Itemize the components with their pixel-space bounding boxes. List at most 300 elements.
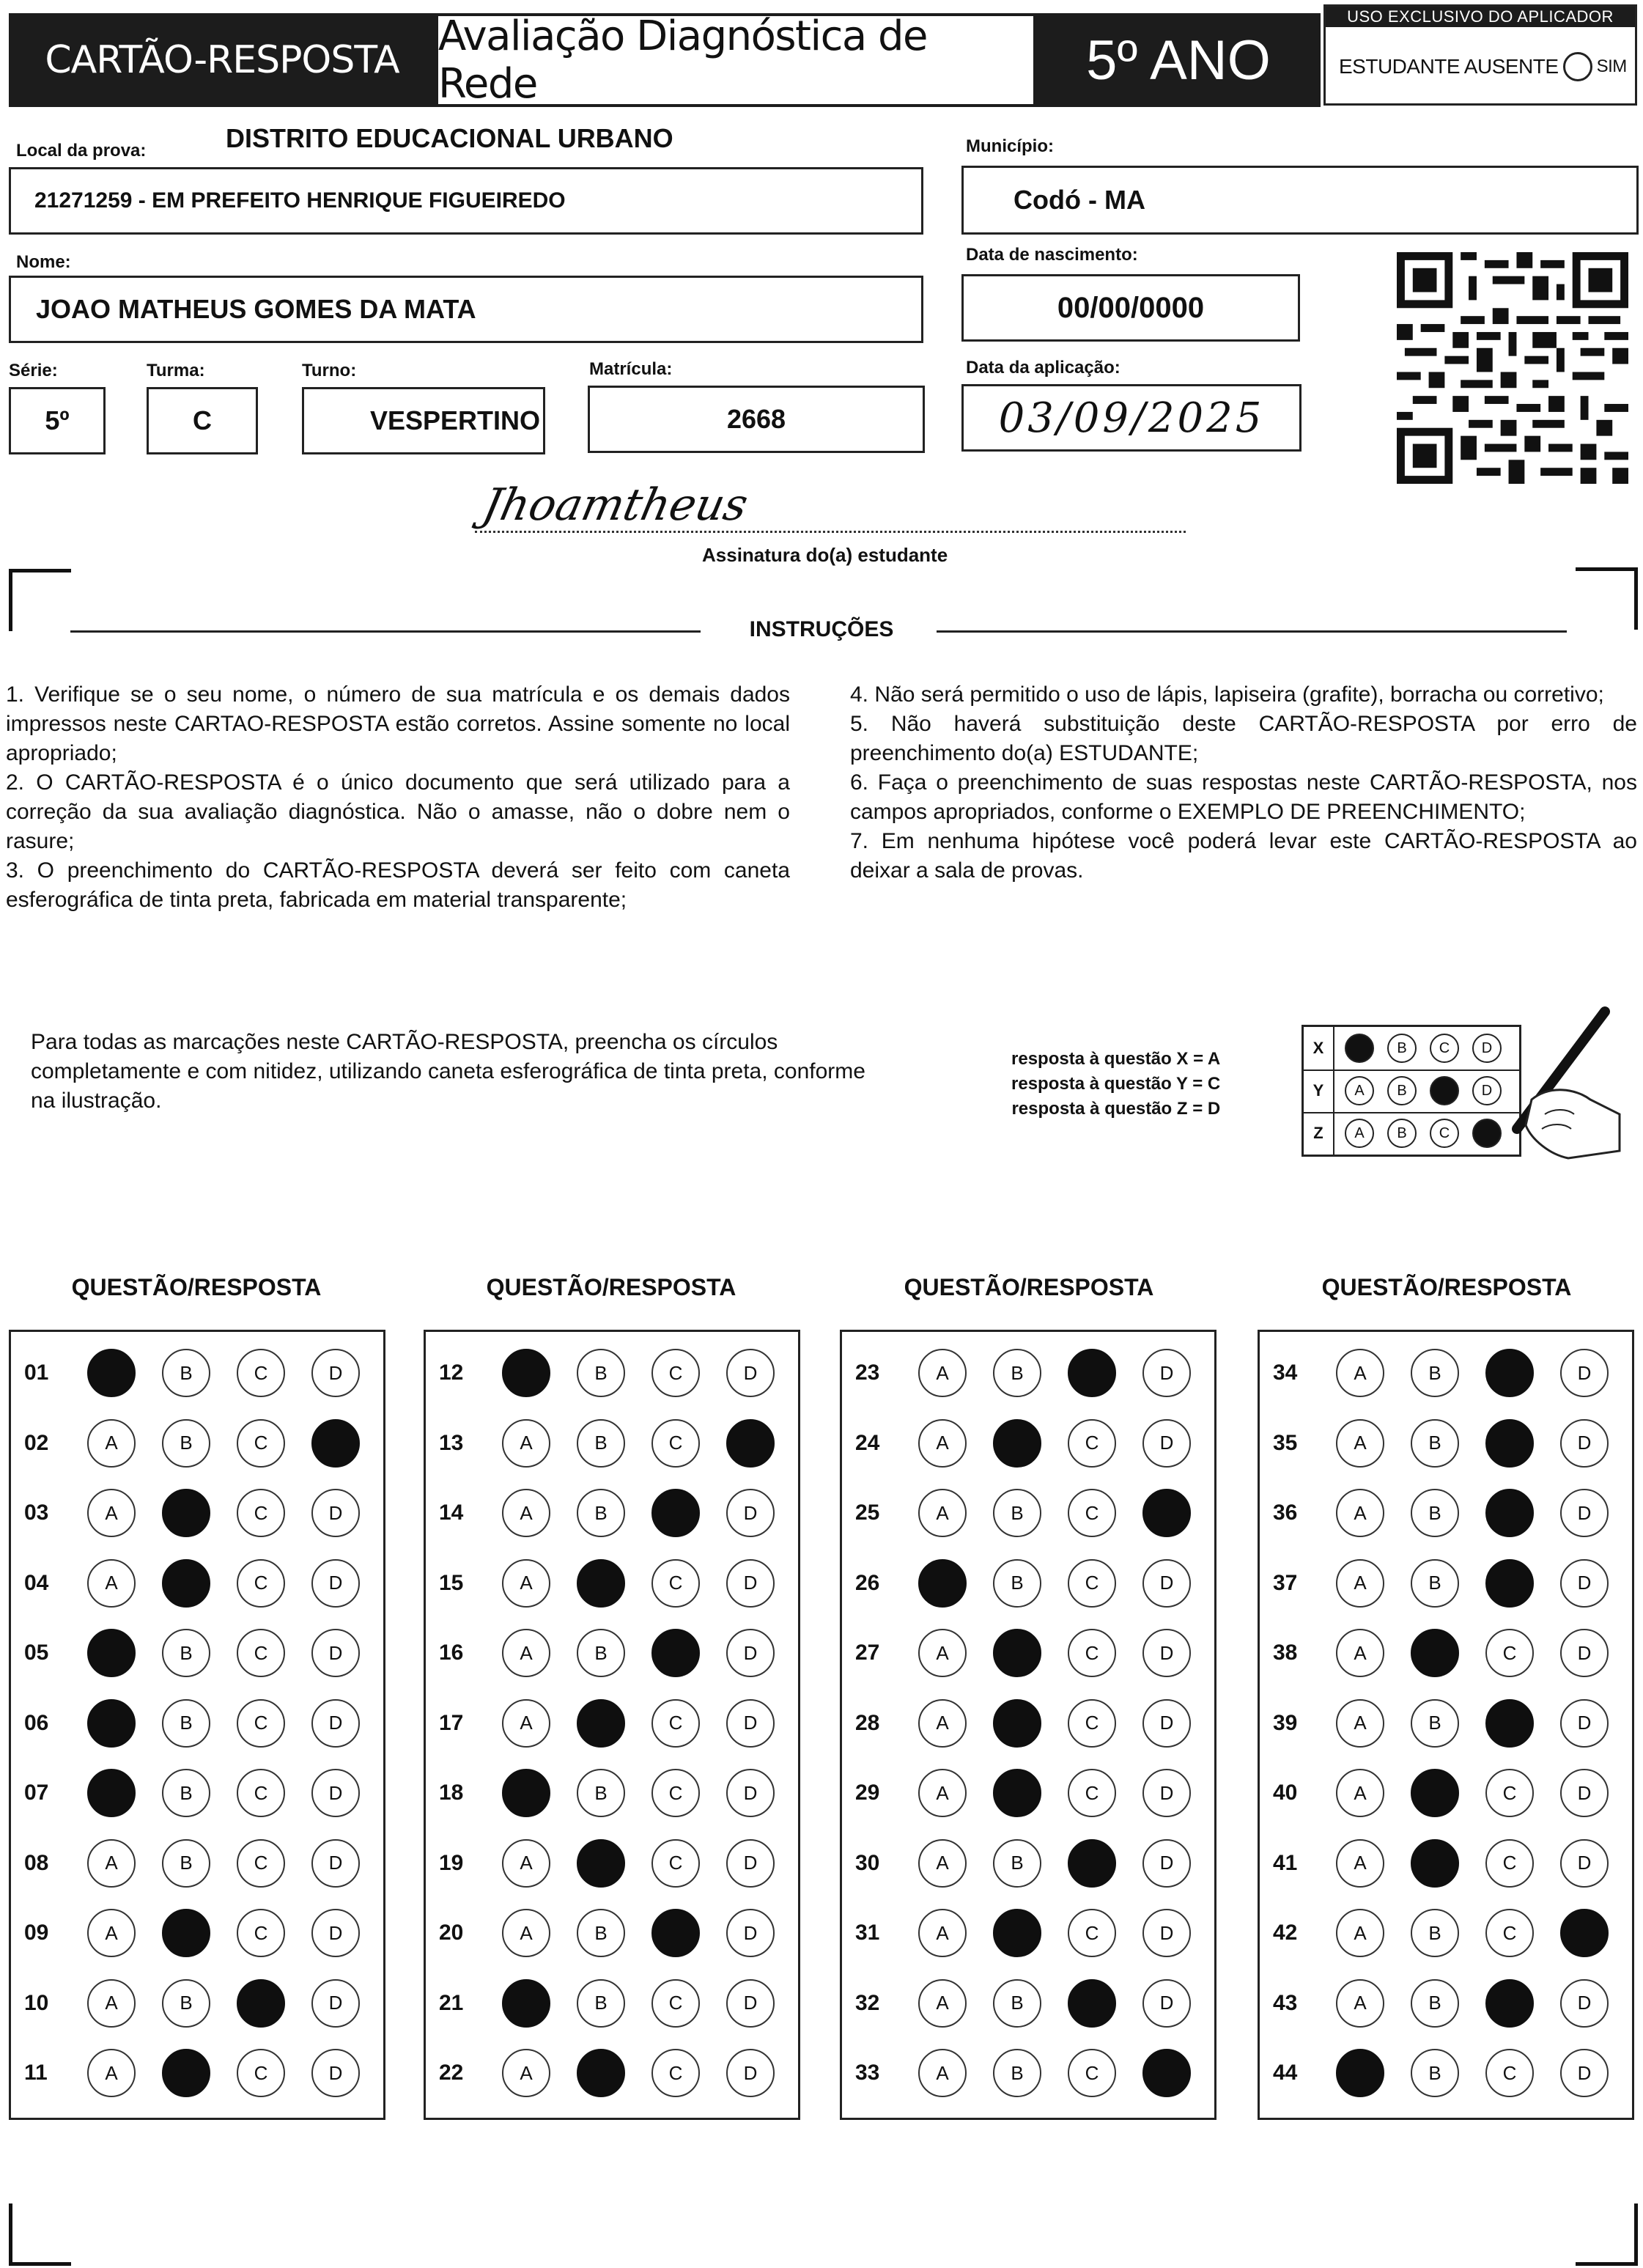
example-bubble-c: C xyxy=(1430,1034,1459,1063)
answer-row xyxy=(426,2044,798,2102)
question-number: 05 xyxy=(24,1641,49,1665)
answer-bubble-d[interactable]: D xyxy=(726,1979,775,2028)
answer-row xyxy=(842,1624,1214,1682)
answer-bubble-d[interactable] xyxy=(1560,1909,1609,1957)
answer-row xyxy=(1260,1414,1632,1473)
question-number: 21 xyxy=(439,1990,464,2015)
example-bubble-d: D xyxy=(1472,1034,1502,1063)
answer-row xyxy=(842,2044,1214,2102)
answer-bubble-a[interactable]: A xyxy=(87,2049,136,2097)
instruction-2: 2. O CARTÃO-RESPOSTA é o único documento que será utilizado para a correção da sua avaliação diagnóstica. Não o amasse, não o dobre nem o rasure; xyxy=(6,770,790,853)
question-number: 38 xyxy=(1273,1641,1298,1665)
answer-row xyxy=(1260,1904,1632,1962)
example-bubble-a: A xyxy=(1345,1119,1374,1148)
answer-bubble-a[interactable] xyxy=(1336,2049,1384,2097)
municipality-field: Codó - MA xyxy=(961,166,1639,235)
answer-bubble-b[interactable]: B xyxy=(1411,1419,1459,1468)
question-number: 19 xyxy=(439,1850,464,1875)
application-date-label: Data da aplicação: xyxy=(966,358,1120,378)
answer-bubble-a[interactable] xyxy=(502,1349,550,1397)
answer-bubble-b[interactable]: B xyxy=(1411,1349,1459,1397)
answer-row xyxy=(842,1834,1214,1893)
answer-bubble-d[interactable]: D xyxy=(311,1769,360,1817)
birth-date-field: 00/00/0000 xyxy=(961,274,1300,342)
answer-bubble-d[interactable]: D xyxy=(1560,1629,1609,1677)
answer-row xyxy=(426,1344,798,1402)
answer-panel-3 xyxy=(840,1330,1216,2120)
answer-bubble-c[interactable]: C xyxy=(1485,1629,1534,1677)
answer-bubble-d[interactable]: D xyxy=(1142,1349,1191,1397)
answer-bubble-d[interactable]: D xyxy=(1560,2049,1609,2097)
question-number: 13 xyxy=(439,1430,464,1455)
series-field: 5º xyxy=(9,387,106,454)
answer-bubble-a[interactable] xyxy=(87,1699,136,1748)
answer-row xyxy=(842,1764,1214,1822)
answer-row xyxy=(842,1904,1214,1962)
answer-bubble-c[interactable]: C xyxy=(651,1559,700,1608)
answer-bubble-c[interactable]: C xyxy=(237,1699,285,1748)
class-label: Turma: xyxy=(147,361,205,380)
answer-bubble-b[interactable]: B xyxy=(993,2049,1041,2097)
answer-bubble-d[interactable] xyxy=(726,1419,775,1468)
answer-bubble-a[interactable]: A xyxy=(918,1349,967,1397)
answer-bubble-b[interactable] xyxy=(577,2049,625,2097)
answer-bubble-b[interactable] xyxy=(162,2049,210,2097)
answer-bubble-c[interactable]: C xyxy=(651,1699,700,1748)
example-bubble-b: B xyxy=(1387,1076,1417,1105)
answer-bubble-b[interactable] xyxy=(993,1909,1041,1957)
answer-bubble-c[interactable]: C xyxy=(1068,1909,1116,1957)
answer-bubble-c[interactable]: C xyxy=(237,1629,285,1677)
name-label: Nome: xyxy=(16,252,71,272)
student-absent-label: ESTUDANTE AUSENTE xyxy=(1339,55,1559,78)
answer-row xyxy=(1260,1694,1632,1753)
answer-bubble-b[interactable] xyxy=(162,1559,210,1608)
answer-bubble-d[interactable]: D xyxy=(311,1489,360,1537)
question-number: 18 xyxy=(439,1781,464,1805)
answer-bubble-d[interactable]: D xyxy=(1142,1419,1191,1468)
answer-bubble-d[interactable] xyxy=(311,1419,360,1468)
answer-row xyxy=(11,1554,383,1613)
answer-bubble-c[interactable]: C xyxy=(237,1909,285,1957)
answer-bubble-c[interactable]: C xyxy=(237,2049,285,2097)
answer-bubble-c[interactable] xyxy=(1485,1489,1534,1537)
answer-bubble-c[interactable] xyxy=(1485,1699,1534,1748)
district-name: DISTRITO EDUCACIONAL URBANO xyxy=(226,123,673,153)
answer-bubble-b[interactable]: B xyxy=(993,1839,1041,1888)
answer-bubble-a[interactable]: A xyxy=(502,1419,550,1468)
answer-row xyxy=(1260,1554,1632,1613)
answer-bubble-d[interactable] xyxy=(1142,1489,1191,1537)
answer-bubble-a[interactable]: A xyxy=(1336,1699,1384,1748)
answer-row xyxy=(1260,2044,1632,2102)
question-number: 41 xyxy=(1273,1850,1298,1875)
answer-bubble-c[interactable] xyxy=(1485,1979,1534,2028)
example-bubble-a xyxy=(1345,1034,1374,1063)
answer-bubble-b[interactable] xyxy=(1411,1839,1459,1888)
applicator-box-title: USO EXCLUSIVO DO APLICADOR xyxy=(1326,7,1635,27)
example-bubble-a: A xyxy=(1345,1076,1374,1105)
answer-panel-2 xyxy=(424,1330,800,2120)
answer-bubble-a[interactable]: A xyxy=(1336,1839,1384,1888)
question-number: 06 xyxy=(24,1710,49,1735)
answer-row xyxy=(426,1624,798,1682)
answer-row xyxy=(11,1344,383,1402)
question-number: 15 xyxy=(439,1570,464,1595)
column-title-1: QUESTÃO/RESPOSTA xyxy=(71,1274,322,1300)
question-number: 33 xyxy=(855,2061,880,2085)
answer-bubble-b[interactable]: B xyxy=(162,1979,210,2028)
answer-bubble-a[interactable] xyxy=(87,1769,136,1817)
answer-bubble-a[interactable]: A xyxy=(918,1769,967,1817)
answer-bubble-b[interactable]: B xyxy=(1411,1909,1459,1957)
answer-bubble-a[interactable]: A xyxy=(1336,1349,1384,1397)
question-number: 10 xyxy=(24,1990,49,2015)
answer-bubble-a[interactable] xyxy=(502,1979,550,2028)
answer-bubble-b[interactable]: B xyxy=(577,1909,625,1957)
answer-bubble-b[interactable]: B xyxy=(1411,1699,1459,1748)
example-bubble-b: B xyxy=(1387,1034,1417,1063)
answer-panel-1 xyxy=(9,1330,385,2120)
question-number: 28 xyxy=(855,1710,880,1735)
answer-bubble-d[interactable]: D xyxy=(726,1349,775,1397)
answer-row xyxy=(1260,1974,1632,2033)
answer-bubble-d[interactable]: D xyxy=(1560,1559,1609,1608)
answer-bubble-b[interactable]: B xyxy=(1411,2049,1459,2097)
hand-with-pen-icon xyxy=(1480,1004,1627,1173)
question-number: 42 xyxy=(1273,1921,1298,1945)
answer-bubble-c[interactable]: C xyxy=(651,2049,700,2097)
answer-bubble-d[interactable]: D xyxy=(1142,1699,1191,1748)
answer-bubble-d[interactable]: D xyxy=(311,1979,360,2028)
answer-bubble-d[interactable]: D xyxy=(1560,1489,1609,1537)
instruction-7: 7. Em nenhuma hipótese você poderá levar este CARTÃO-RESPOSTA ao deixar a sala de provas. xyxy=(850,829,1637,883)
local-label: Local da prova: xyxy=(16,141,147,161)
answer-bubble-b[interactable] xyxy=(577,1699,625,1748)
student-absent-bubble[interactable] xyxy=(1563,52,1592,81)
answer-bubble-d[interactable]: D xyxy=(726,1909,775,1957)
answer-bubble-b[interactable]: B xyxy=(993,1349,1041,1397)
instruction-4: 4. Não será permitido o uso de lápis, lapiseira (grafite), borracha ou corretivo; xyxy=(850,682,1604,707)
answer-bubble-d[interactable]: D xyxy=(1142,1909,1191,1957)
answer-bubble-b[interactable] xyxy=(993,1419,1041,1468)
answer-bubble-a[interactable] xyxy=(87,1629,136,1677)
answer-bubble-b[interactable] xyxy=(993,1699,1041,1748)
column-title-2: QUESTÃO/RESPOSTA xyxy=(486,1274,736,1300)
answer-bubble-c[interactable]: C xyxy=(1068,1769,1116,1817)
answer-bubble-c[interactable]: C xyxy=(1485,1769,1534,1817)
answer-bubble-b[interactable]: B xyxy=(1411,1979,1459,2028)
answer-bubble-c[interactable]: C xyxy=(1485,2049,1534,2097)
example-question-label: Z xyxy=(1304,1112,1334,1155)
answer-bubble-b[interactable]: B xyxy=(993,1559,1041,1608)
answer-bubble-c[interactable] xyxy=(651,1489,700,1537)
corner-mark-bottom-right xyxy=(1576,2203,1638,2266)
answer-bubble-c[interactable] xyxy=(1485,1419,1534,1468)
class-field: C xyxy=(147,387,258,454)
answer-bubble-a[interactable]: A xyxy=(502,1559,550,1608)
answer-bubble-a[interactable]: A xyxy=(87,1489,136,1537)
answer-panel-4 xyxy=(1258,1330,1634,2120)
answer-bubble-a[interactable]: A xyxy=(502,1699,550,1748)
answer-bubble-c[interactable] xyxy=(1068,1979,1116,2028)
answer-bubble-b[interactable]: B xyxy=(162,1839,210,1888)
answer-bubble-c[interactable]: C xyxy=(1068,2049,1116,2097)
answer-bubble-a[interactable]: A xyxy=(87,1419,136,1468)
answer-bubble-d[interactable]: D xyxy=(726,1699,775,1748)
example-bubble-c xyxy=(1430,1076,1459,1105)
answer-bubble-d[interactable]: D xyxy=(311,1559,360,1608)
enrollment-field: 2668 xyxy=(588,386,925,453)
question-number: 12 xyxy=(439,1361,464,1385)
answer-bubble-a[interactable]: A xyxy=(918,1699,967,1748)
answer-row xyxy=(1260,1344,1632,1402)
answer-bubble-d[interactable]: D xyxy=(1560,1839,1609,1888)
answer-row xyxy=(11,1414,383,1473)
question-number: 34 xyxy=(1273,1361,1298,1385)
signature-label: Assinatura do(a) estudante xyxy=(702,544,948,566)
answer-row xyxy=(842,1484,1214,1542)
answer-bubble-a[interactable]: A xyxy=(87,1839,136,1888)
answer-bubble-c[interactable]: C xyxy=(1068,1629,1116,1677)
answer-bubble-c[interactable]: C xyxy=(651,1979,700,2028)
answer-bubble-b[interactable]: B xyxy=(993,1489,1041,1537)
answer-bubble-d[interactable]: D xyxy=(1142,1769,1191,1817)
answer-bubble-b[interactable]: B xyxy=(577,1349,625,1397)
answer-bubble-d[interactable]: D xyxy=(1560,1349,1609,1397)
column-title-3: QUESTÃO/RESPOSTA xyxy=(904,1274,1154,1300)
answer-row xyxy=(842,1974,1214,2033)
answer-bubble-a[interactable]: A xyxy=(918,2049,967,2097)
answer-bubble-c[interactable] xyxy=(1068,1839,1116,1888)
shift-field: VESPERTINO xyxy=(302,387,545,454)
question-number: 07 xyxy=(24,1781,49,1805)
answer-bubble-d[interactable]: D xyxy=(1560,1979,1609,2028)
answer-bubble-d[interactable]: D xyxy=(1142,1559,1191,1608)
answer-bubble-a[interactable] xyxy=(87,1349,136,1397)
answer-bubble-d[interactable]: D xyxy=(726,2049,775,2097)
answer-row xyxy=(842,1694,1214,1753)
answer-bubble-d[interactable]: D xyxy=(726,1629,775,1677)
question-number: 30 xyxy=(855,1850,880,1875)
instruction-1: 1. Verifique se o seu nome, o número de sua matrícula e os demais dados impressos neste CARTAO-RESPOSTA estão corretos. Assine somente no local apropriado; xyxy=(6,682,790,765)
answer-row xyxy=(1260,1764,1632,1822)
answer-bubble-c[interactable]: C xyxy=(237,1349,285,1397)
answer-row xyxy=(426,1484,798,1542)
answer-bubble-d[interactable]: D xyxy=(311,1349,360,1397)
series-label: Série: xyxy=(9,361,58,380)
application-date-field: 03/09/2025 xyxy=(961,384,1302,452)
shift-label: Turno: xyxy=(302,361,357,380)
answer-bubble-c[interactable]: C xyxy=(1068,1559,1116,1608)
fill-instructions: Para todas as marcações neste CARTÃO-RESPOSTA, preencha os círculos completamente e com nitidez, utilizando caneta esferográfica de tinta preta, conforme na ilustração. xyxy=(31,1030,865,1113)
answer-bubble-d[interactable]: D xyxy=(311,1629,360,1677)
question-number: 37 xyxy=(1273,1570,1298,1595)
answer-row xyxy=(1260,1834,1632,1893)
answer-bubble-b[interactable] xyxy=(162,1489,210,1537)
question-number: 26 xyxy=(855,1570,880,1595)
answer-bubble-c[interactable]: C xyxy=(1485,1839,1534,1888)
answer-bubble-d[interactable]: D xyxy=(1560,1699,1609,1748)
instructions-left-column xyxy=(6,680,790,915)
grade-label: 5º ANO xyxy=(1036,13,1321,107)
answer-bubble-c[interactable] xyxy=(1485,1559,1534,1608)
answer-bubble-b[interactable] xyxy=(577,1839,625,1888)
answer-bubble-c[interactable]: C xyxy=(237,1489,285,1537)
question-number: 22 xyxy=(439,2061,464,2085)
answer-bubble-c[interactable] xyxy=(1068,1349,1116,1397)
example-label-z: resposta à questão Z = D xyxy=(1011,1099,1221,1119)
example-label-x: resposta à questão X = A xyxy=(1011,1049,1221,1069)
card-title: CARTÃO-RESPOSTA xyxy=(9,13,435,107)
student-name-field: JOAO MATHEUS GOMES DA MATA xyxy=(9,276,923,343)
answer-bubble-a[interactable]: A xyxy=(502,1489,550,1537)
instructions-divider-right xyxy=(937,630,1567,633)
answer-bubble-c[interactable] xyxy=(651,1629,700,1677)
answer-bubble-a[interactable]: A xyxy=(1336,1909,1384,1957)
answer-bubble-b[interactable]: B xyxy=(993,1979,1041,2028)
answer-bubble-d[interactable]: D xyxy=(311,1699,360,1748)
question-number: 20 xyxy=(439,1921,464,1945)
answer-bubble-c[interactable] xyxy=(1485,1349,1534,1397)
answer-bubble-a[interactable]: A xyxy=(1336,1559,1384,1608)
answer-bubble-b[interactable] xyxy=(1411,1769,1459,1817)
question-number: 39 xyxy=(1273,1710,1298,1735)
answer-bubble-b[interactable] xyxy=(1411,1629,1459,1677)
question-number: 03 xyxy=(24,1501,49,1525)
answer-bubble-a[interactable] xyxy=(502,1769,550,1817)
answer-bubble-a[interactable]: A xyxy=(918,1419,967,1468)
answer-bubble-b[interactable] xyxy=(993,1769,1041,1817)
answer-bubble-c[interactable]: C xyxy=(1068,1699,1116,1748)
answer-bubble-a[interactable]: A xyxy=(918,1489,967,1537)
answer-bubble-a[interactable]: A xyxy=(1336,1979,1384,2028)
question-number: 44 xyxy=(1273,2061,1298,2085)
example-bubble-b: B xyxy=(1387,1119,1417,1148)
instructions-right-column xyxy=(850,680,1637,886)
answer-bubble-a[interactable]: A xyxy=(87,1559,136,1608)
signature-line xyxy=(475,531,1186,533)
answer-bubble-b[interactable]: B xyxy=(577,1489,625,1537)
answer-row xyxy=(842,1414,1214,1473)
answer-bubble-b[interactable] xyxy=(577,1559,625,1608)
answer-bubble-a[interactable]: A xyxy=(918,1629,967,1677)
answer-bubble-a[interactable]: A xyxy=(87,1979,136,2028)
question-number: 09 xyxy=(24,1921,49,1945)
answer-bubble-c[interactable] xyxy=(237,1979,285,2028)
answer-bubble-d[interactable]: D xyxy=(1142,1979,1191,2028)
question-number: 27 xyxy=(855,1641,880,1665)
answer-bubble-a[interactable]: A xyxy=(1336,1489,1384,1537)
answer-bubble-a[interactable] xyxy=(918,1559,967,1608)
answer-bubble-b[interactable]: B xyxy=(577,1979,625,2028)
answer-row xyxy=(842,1554,1214,1613)
answer-bubble-b[interactable] xyxy=(162,1909,210,1957)
answer-bubble-b[interactable]: B xyxy=(1411,1559,1459,1608)
answer-bubble-b[interactable] xyxy=(993,1629,1041,1677)
answer-bubble-b[interactable]: B xyxy=(162,1419,210,1468)
answer-bubble-d[interactable]: D xyxy=(1560,1419,1609,1468)
answer-bubble-a[interactable]: A xyxy=(87,1909,136,1957)
answer-row xyxy=(11,1624,383,1682)
answer-row xyxy=(11,1764,383,1822)
answer-bubble-c[interactable]: C xyxy=(237,1839,285,1888)
answer-row xyxy=(842,1344,1214,1402)
student-absent-yes-label: SIM xyxy=(1596,56,1627,76)
answer-bubble-a[interactable]: A xyxy=(502,1909,550,1957)
question-number: 14 xyxy=(439,1501,464,1525)
answer-bubble-b[interactable]: B xyxy=(577,1769,625,1817)
answer-row xyxy=(11,1974,383,2033)
question-number: 32 xyxy=(855,1990,880,2015)
answer-bubble-c[interactable]: C xyxy=(237,1769,285,1817)
answer-bubble-b[interactable]: B xyxy=(162,1629,210,1677)
answer-bubble-c[interactable]: C xyxy=(651,1839,700,1888)
answer-bubble-a[interactable]: A xyxy=(918,1979,967,2028)
answer-bubble-a[interactable]: A xyxy=(502,1839,550,1888)
answer-bubble-d[interactable] xyxy=(1142,2049,1191,2097)
answer-bubble-a[interactable]: A xyxy=(918,1839,967,1888)
answer-bubble-d[interactable]: D xyxy=(311,1909,360,1957)
answer-bubble-a[interactable]: A xyxy=(1336,1769,1384,1817)
school-field: 21271259 - EM PREFEITO HENRIQUE FIGUEIREDO xyxy=(9,167,923,235)
answer-bubble-a[interactable]: A xyxy=(1336,1629,1384,1677)
answer-bubble-a[interactable]: A xyxy=(918,1909,967,1957)
answer-bubble-b[interactable]: B xyxy=(577,1419,625,1468)
answer-bubble-c[interactable]: C xyxy=(1485,1909,1534,1957)
answer-bubble-c[interactable]: C xyxy=(1068,1489,1116,1537)
answer-bubble-b[interactable]: B xyxy=(162,1349,210,1397)
answer-bubble-c[interactable] xyxy=(651,1909,700,1957)
answer-bubble-a[interactable]: A xyxy=(1336,1419,1384,1468)
answer-bubble-d[interactable]: D xyxy=(726,1839,775,1888)
answer-bubble-b[interactable]: B xyxy=(577,1629,625,1677)
answer-row xyxy=(1260,1484,1632,1542)
enrollment-label: Matrícula: xyxy=(589,359,673,379)
answer-bubble-d[interactable]: D xyxy=(311,1839,360,1888)
answer-row xyxy=(426,1694,798,1753)
question-number: 43 xyxy=(1273,1990,1298,2015)
answer-row xyxy=(11,1834,383,1893)
question-number: 35 xyxy=(1273,1430,1298,1455)
instruction-5: 5. Não haverá substituição deste CARTÃO-RESPOSTA por erro de preenchimento do(a) ESTUDANTE; xyxy=(850,712,1637,765)
question-number: 25 xyxy=(855,1501,880,1525)
answer-bubble-d[interactable]: D xyxy=(726,1489,775,1537)
answer-bubble-d[interactable]: D xyxy=(311,2049,360,2097)
answer-bubble-c[interactable]: C xyxy=(651,1769,700,1817)
answer-bubble-b[interactable]: B xyxy=(1411,1489,1459,1537)
example-bubble-d: D xyxy=(1472,1076,1502,1105)
example-question-label: Y xyxy=(1304,1069,1334,1112)
answer-bubble-b[interactable]: B xyxy=(162,1699,210,1748)
answer-bubble-a[interactable]: A xyxy=(502,1629,550,1677)
municipality-label: Município: xyxy=(966,136,1054,156)
answer-bubble-c[interactable]: C xyxy=(651,1419,700,1468)
answer-bubble-d[interactable]: D xyxy=(726,1769,775,1817)
answer-bubble-b[interactable]: B xyxy=(162,1769,210,1817)
answer-bubble-a[interactable]: A xyxy=(502,2049,550,2097)
answer-bubble-d[interactable]: D xyxy=(1142,1839,1191,1888)
answer-bubble-d[interactable]: D xyxy=(726,1559,775,1608)
answer-bubble-c[interactable]: C xyxy=(237,1559,285,1608)
answer-row xyxy=(11,1694,383,1753)
answer-bubble-c[interactable]: C xyxy=(651,1349,700,1397)
question-number: 08 xyxy=(24,1850,49,1875)
answer-bubble-c[interactable]: C xyxy=(237,1419,285,1468)
answer-bubble-d[interactable]: D xyxy=(1142,1629,1191,1677)
answer-bubble-d[interactable]: D xyxy=(1560,1769,1609,1817)
answer-bubble-c[interactable]: C xyxy=(1068,1419,1116,1468)
